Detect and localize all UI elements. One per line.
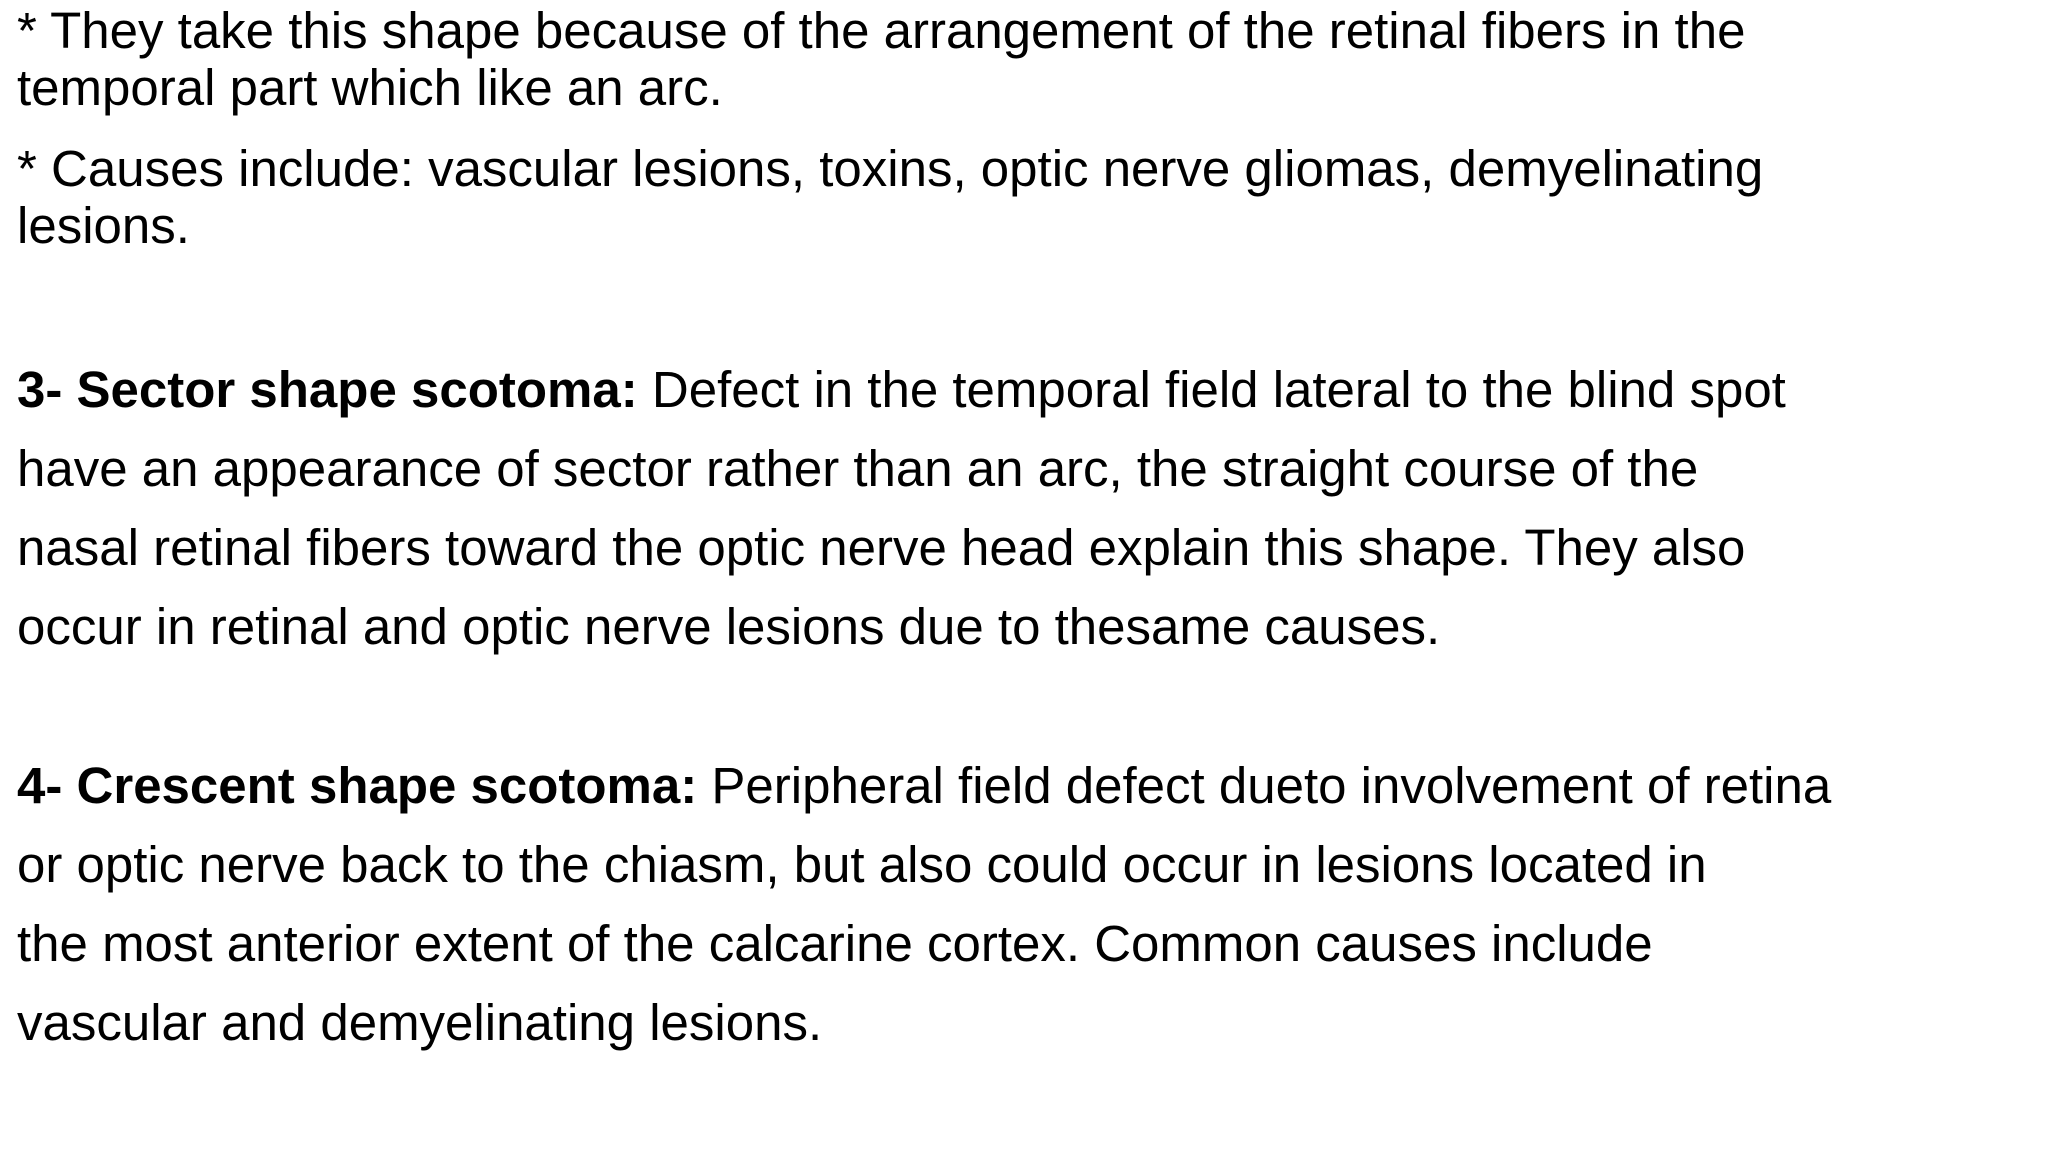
section-sector-shape-scotoma	[17, 350, 2027, 666]
bullet-arc-explanation	[17, 2, 2027, 116]
section-heading: 4- Crescent shape scotoma:	[17, 757, 698, 814]
section-line: have an appearance of sector rather than an arc, the straight course of the	[17, 440, 1699, 497]
bullet-line: * Causes include: vascular lesions, toxins, optic nerve gliomas, demyelinating	[17, 140, 1764, 197]
section-text: Defect in the temporal field lateral to the blind spot	[637, 361, 1786, 418]
section-line: the most anterior extent of the calcarine cortex. Common causes include	[17, 915, 1653, 972]
bullet-causes	[17, 140, 2027, 254]
section-heading: 3- Sector shape scotoma:	[17, 361, 638, 418]
section-first-line	[17, 350, 2027, 429]
section-crescent-shape-scotoma	[17, 746, 2027, 1062]
section-line: vascular and demyelinating lesions.	[17, 994, 823, 1051]
bullet-line: temporal part which like an arc.	[17, 59, 723, 116]
section-line: or optic nerve back to the chiasm, but also could occur in lesions located in	[17, 836, 1707, 893]
section-line: nasal retinal fibers toward the optic nerve head explain this shape. They also	[17, 519, 1746, 576]
section-first-line	[17, 746, 2027, 825]
bullet-line: * They take this shape because of the arrangement of the retinal fibers in the	[17, 2, 1746, 59]
bullet-line: lesions.	[17, 197, 190, 254]
section-text: Peripheral field defect dueto involvement of retina	[697, 757, 1832, 814]
section-line: occur in retinal and optic nerve lesions due to thesame causes.	[17, 598, 1441, 655]
